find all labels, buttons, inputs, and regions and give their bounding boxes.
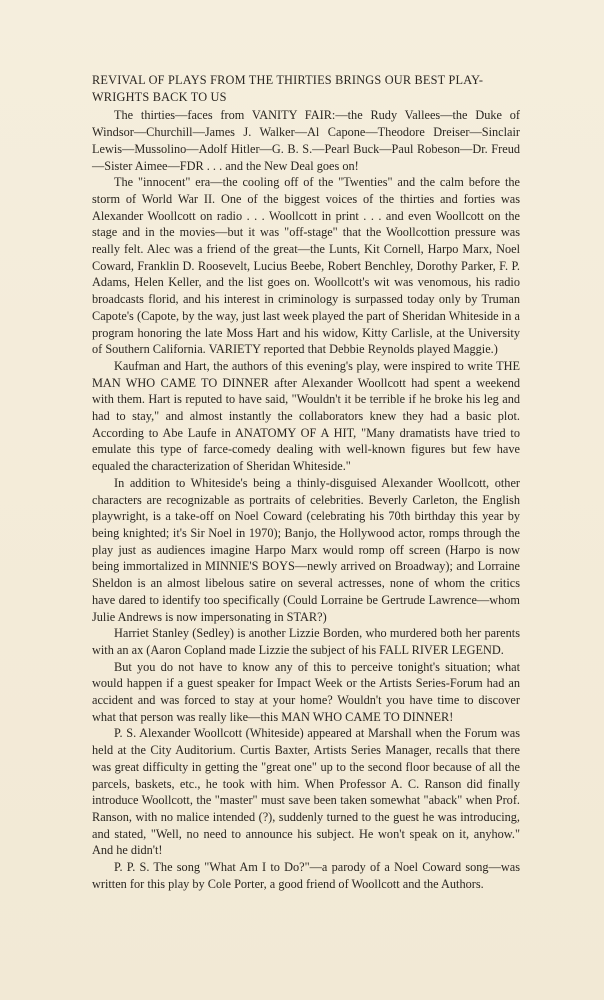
paragraph-thirties: The thirties—faces from VANITY FAIR:—the Rudy Vallees—the Duke of Windsor—Churchill—James J. Walker—Al Capone—Theodore Dreiser—Sinclair Lewis—Mussolino—Adolf Hitler—G. B. S.—Pearl Buck—Paul Robeson—Dr. Freud—Sister Aimee—FDR . . . and the New Deal goes on!: [92, 108, 520, 173]
paragraph-kaufman-hart: Kaufman and Hart, the authors of this evening's play, were inspired to write THE MAN WHO CAME TO DINNER after Alexander Woollcott had spent a weekend with them. Hart is reputed to have said, "Wouldn't it be terrible if he broke his leg and had to stay," and almost instantly the collaborators knew they had a basic plot. According to Abe Laufe in ANATOMY OF A HIT, "Many dramatists have tried to emulate this type of farce-comedy dealing with well-known figures but few have equaled the characterization of Sheridan Whiteside.": [92, 358, 520, 474]
paragraph-pps: P. P. S. The song "What Am I to Do?"—a parody of a Noel Coward song—was written for this play by Cole Porter, a good friend of Woollcott and the Authors.: [92, 860, 520, 891]
article-headline: REVIVAL OF PLAYS FROM THE THIRTIES BRINGS OUR BEST PLAY-WRIGHTS BACK TO US: [92, 73, 484, 104]
paragraph-situation: But you do not have to know any of this to perceive tonight's situation; what would happen if a guest speaker for Impact Week or the Artists Series-Forum had an accident and was forced to stay at your home? Wouldn't you have time to discover what that person was really like—this MAN WHO CAME TO DINNER!: [92, 659, 520, 724]
paragraph-harriet-stanley: Harriet Stanley (Sedley) is another Lizzie Borden, who murdered both her parents with an ax (Aaron Copland made Lizzie the subject of his FALL RIVER LEGEND.: [92, 626, 520, 657]
paragraph-characters: In addition to Whiteside's being a thinly-disguised Alexander Woollcott, other characters are recognizable as portraits of celebrities. Beverly Carleton, the English playwright, is a take-off on Noel Coward (celebrating his 70th birthday this year by being knighted; it's Sir Noel in 1970); Banjo, the Hollywood actor, romps through the play just as audiences imagine Harpo Marx would romp off screen (Harpo is now being immortalized in MINNIE'S BOYS—newly arrived on Broadway); and Lorraine Sheldon is an almost libelous satire on several actresses, none of whom the critics have dared to identify too specifically (Could Lorraine be Gertrude Lawrence—whom Julie Andrews is now impersonating in STAR?): [92, 475, 520, 624]
paragraph-innocent-era: The "innocent" era—the cooling off of the "Twenties" and the calm before the storm of World War II. One of the biggest voices of the thirties and forties was Alexander Woollcott on radio . . . Woollcott in print . . . and even Woollcott on the stage and in the movies—but it was "off-stage" that the Woollcottion pressure was really felt. Alec was a friend of the great—the Lunts, Kit Cornell, Harpo Marx, Noel Coward, Franklin D. Roosevelt, Lucius Beebe, Robert Benchley, Dorothy Parker, F. P. Adams, Helen Keller, and the list goes on. Woollcott's wit was venomous, his radio broadcasts florid, and his interest in criminology is surpassed today only by Truman Capote's (Capote, by the way, just last week played the part of Sheridan Whiteside in a program honoring the late Moss Hart and his widow, Kitty Carlisle, at the University of Southern California. VARIETY reported that Debbie Reynolds played Maggie.): [92, 175, 520, 357]
article: [92, 72, 520, 892]
paragraph-ps: P. S. Alexander Woollcott (Whiteside) appeared at Marshall when the Forum was held at the City Auditorium. Curtis Baxter, Artists Series Manager, recalls that there was great difficulty in getting the "great one" up to the second floor because of all the parcels, baskets, etc., he took with him. When Professor A. C. Ranson did finally introduce Woollcott, the "master" must save been taken somewhat "aback" when Prof. Ranson, with no malice intended (?), suddenly turned to the guest he was introducing, and stated, "Well, no need to announce his subject. He won't speak on it, anyhow." And he didn't!: [92, 726, 520, 858]
